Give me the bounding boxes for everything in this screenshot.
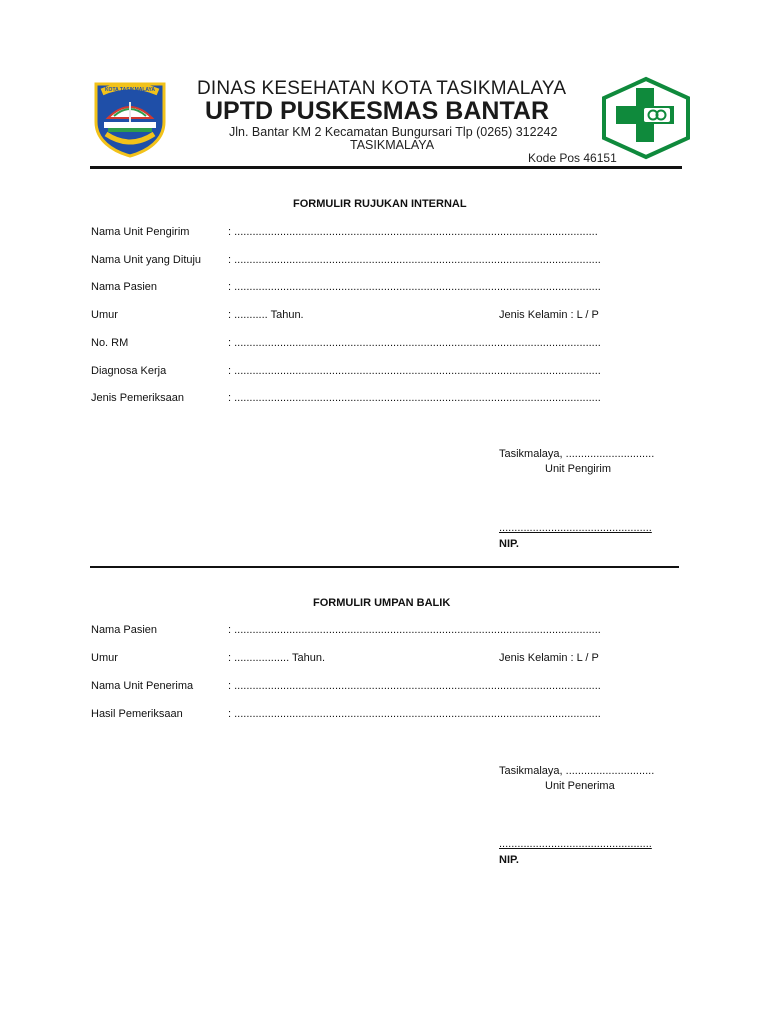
- field-label: Nama Unit Pengirim: [91, 226, 190, 238]
- field-fill-line: : ........... Tahun.: [228, 309, 304, 321]
- field-fill-line: : .......................................................................................................................: [228, 226, 598, 238]
- form2-row: [91, 624, 681, 640]
- seal-lettering: KOTA TASIKMALAYA: [104, 87, 156, 93]
- field-fill-line: : ........................................................................................................................: [228, 392, 601, 404]
- header-divider: [90, 166, 682, 169]
- field-label: Hasil Pemeriksaan: [91, 708, 183, 720]
- field-label: Umur: [91, 652, 118, 664]
- postal-code: Kode Pos 46151: [528, 151, 617, 165]
- section-divider: [90, 566, 679, 568]
- field-fill-line: : ........................................................................................................................: [228, 281, 601, 293]
- field-fill-line: : ........................................................................................................................: [228, 708, 601, 720]
- form1-sign-role: Unit Pengirim: [545, 463, 612, 475]
- form1-row: [91, 309, 681, 325]
- form1-row: [91, 337, 681, 353]
- field-label: Nama Unit Penerima: [91, 680, 194, 692]
- field-fill-line: : ........................................................................................................................: [228, 254, 601, 266]
- form2-row: [91, 652, 681, 668]
- field-fill-line: : ........................................................................................................................: [228, 365, 601, 377]
- form2-sign-place: Tasikmalaya, .............................: [499, 765, 655, 777]
- puskesmas-logo: [600, 76, 692, 160]
- field-label: Nama Pasien: [91, 624, 158, 636]
- form1-row: [91, 392, 681, 408]
- form1-row: [91, 365, 681, 381]
- form2-row: [91, 708, 681, 724]
- field-label: Jenis Pemeriksaan: [91, 392, 184, 404]
- gender-field: Jenis Kelamin : L / P: [499, 652, 599, 664]
- form1-row: [91, 281, 681, 297]
- field-label: No. RM: [91, 337, 129, 349]
- city: TASIKMALAYA: [350, 138, 435, 152]
- field-label: Nama Unit yang Dituju: [91, 254, 202, 266]
- form1-row: [91, 226, 681, 242]
- kota-tasikmalaya-seal-logo: [90, 78, 170, 158]
- form1-nip: NIP.: [499, 538, 519, 550]
- form2-nip: NIP.: [499, 854, 519, 866]
- agency-name: DINAS KESEHATAN KOTA TASIKMALAYA: [197, 78, 567, 99]
- field-label: Umur: [91, 309, 118, 321]
- puskesmas-name: UPTD PUSKESMAS BANTAR: [205, 97, 549, 125]
- form1-sign-line: ..................................................: [499, 522, 652, 534]
- field-fill-line: : ........................................................................................................................: [228, 337, 601, 349]
- address: Jln. Bantar KM 2 Kecamatan Bungursari Tlp (0265) 312242: [229, 125, 558, 139]
- form2-sign-line: ..................................................: [499, 838, 652, 850]
- form2-sign-role: Unit Penerima: [545, 780, 615, 792]
- form1-sign-place: Tasikmalaya, .............................: [499, 448, 655, 460]
- form1-row: [91, 254, 681, 270]
- field-label: Diagnosa Kerja: [91, 365, 167, 377]
- form2-title: FORMULIR UMPAN BALIK: [313, 597, 451, 609]
- field-label: Nama Pasien: [91, 281, 158, 293]
- field-fill-line: : .................. Tahun.: [228, 652, 326, 664]
- form1-title: FORMULIR RUJUKAN INTERNAL: [293, 198, 467, 210]
- field-fill-line: : ........................................................................................................................: [228, 680, 601, 692]
- field-fill-line: : ........................................................................................................................: [228, 624, 601, 636]
- form2-row: [91, 680, 681, 696]
- gender-field: Jenis Kelamin : L / P: [499, 309, 599, 321]
